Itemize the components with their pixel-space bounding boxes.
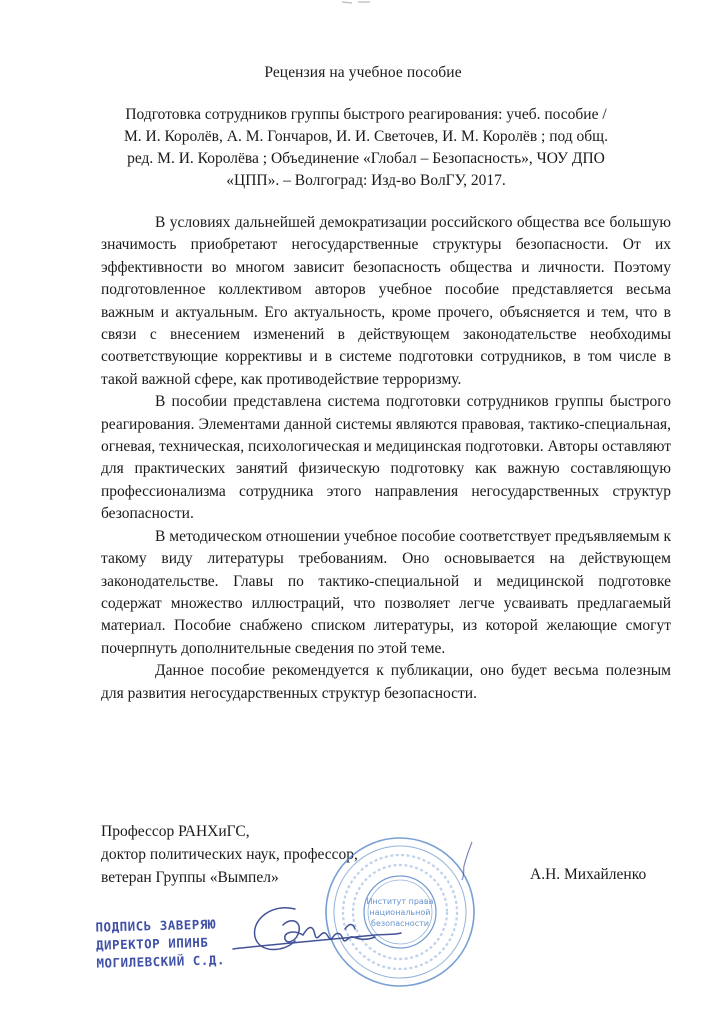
- handwritten-signature: [225, 895, 405, 975]
- signatory-name: А.Н. Михайленко: [530, 866, 647, 883]
- bibliographic-reference: [102, 104, 630, 192]
- seal-center-line: национальной: [369, 908, 431, 917]
- biblio-line: «ЦПП». – Волгоград: Изд-во ВолГУ, 2017.: [226, 172, 506, 189]
- signatory-line: ветеран Группы «Вымпел»: [101, 869, 279, 886]
- signatory-line: доктор политических наук, профессор,: [101, 846, 358, 863]
- paragraph-system: В пособии представлена система подготовки сотрудников группы быстрого реагирования. Элементами данной системы являются правовая, тактико-специальная, огневая, техническая, психологическая и медицинская подготовки. Авторы оставляют для практических занятий физическую подготовку как важную составляющую профессионализма сотрудника этого направления негосударственных структур безопасности.: [101, 393, 671, 523]
- stamp-line: ДИРЕКТОР ИПИНБ: [95, 934, 209, 953]
- signatory-line: Профессор РАНХиГС,: [101, 823, 250, 840]
- stamp-line: МОГИЛЕВСКИЙ С.Д.: [96, 952, 226, 971]
- document-title: Рецензия на учебное пособие: [264, 64, 462, 81]
- paragraph-relevance: В условиях дальнейшей демократизации российского общества все большую значимость приобретают негосударственные структуры безопасности. От их эффективности во многом зависит безопасность общества и личности. Поэтому подготовленное коллективом авторов учебное пособие представляется весьма важным и актуальным. Его актуальность, кроме прочего, объясняется и тем, что в связи с внесением изменений в действующем законодательстве необходимы соответствующие коррективы и в системе подготовки сотрудников, в том числе в такой важной сфере, как противодействие терроризму.: [101, 214, 671, 388]
- biblio-line: М. И. Королёв, А. М. Гончаров, И. И. Светочев, И. М. Королёв ; под общ.: [123, 128, 608, 145]
- review-body: [101, 212, 671, 705]
- seal-center-line: безопасности: [371, 919, 429, 928]
- paragraph-methodology: В методическом отношении учебное пособие соответствует предъявляемым к такому виду литературы требованиям. Оно основывается на действующем законодательстве. Главы по тактико-специальной и медицинской подготовке содержат множество иллюстраций, что позволяет легче усваивать предлагаемый материал. Пособие снабжено списком литературы, из которой желающие смогут почерпнуть дополнительные сведения по этой теме.: [101, 527, 671, 657]
- biblio-line: ред. М. И. Королёва ; Объединение «Глобал – Безопасность», ЧОУ ДПО: [127, 150, 605, 167]
- scan-edge-mark: [340, 0, 380, 8]
- stamp-line: ПОДПИСЬ ЗАВЕРЯЮ: [95, 916, 217, 935]
- paragraph-recommendation: Данное пособие рекомендуется к публикации, оно будет весьма полезным для развития негосударственных структур безопасности.: [101, 662, 671, 702]
- seal-center-line: Институт права: [366, 897, 434, 906]
- certification-stamp: [95, 915, 225, 972]
- pen-flourish: [450, 840, 480, 890]
- biblio-line: Подготовка сотрудников группы быстрого реагирования: учеб. пособие /: [125, 106, 607, 123]
